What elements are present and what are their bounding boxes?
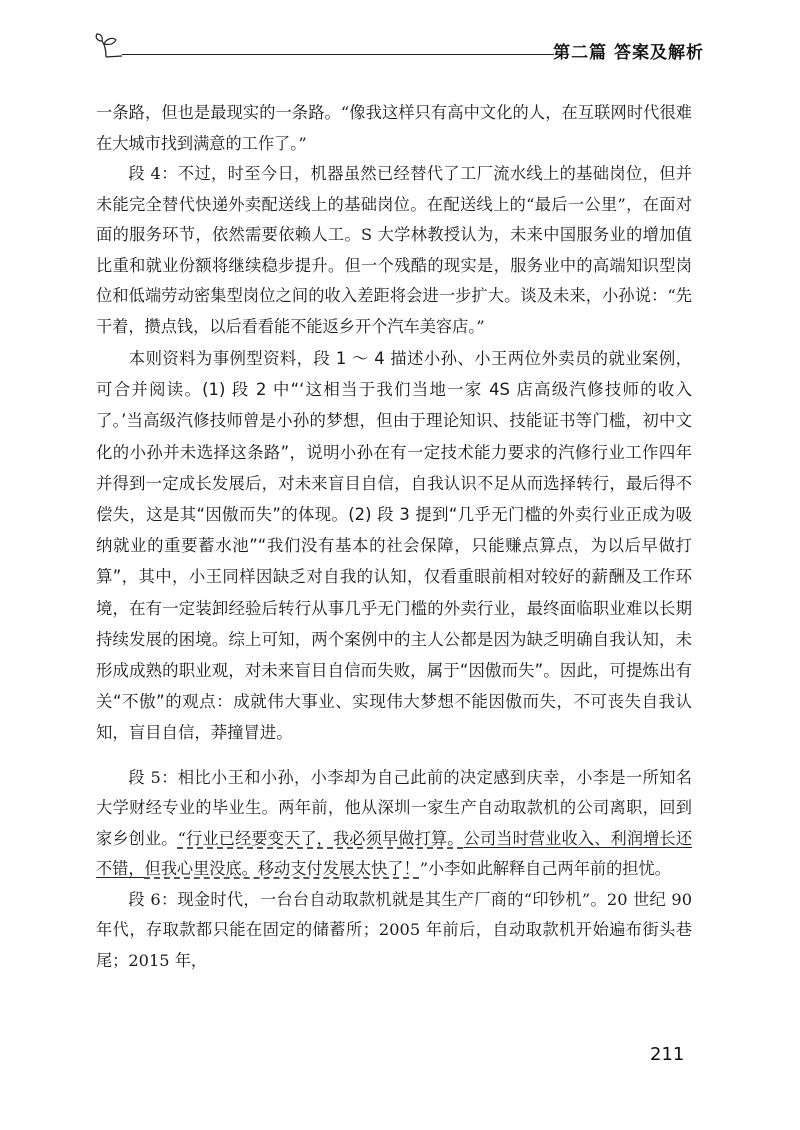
page-header — [92, 28, 704, 64]
paragraph-5-quote-underlined-1: “行业已经要变天了，我必须早做打算。 — [177, 828, 464, 848]
paragraph-5-tail: ”小李如此解释自己两年前的担忧。 — [419, 859, 671, 879]
paragraph-5-intro: 段 5：相比小王和小孙，小李却为自己此前的决定感到庆幸，小李是一所知名大学财经专业的毕业生。两年前，他从深圳一家生产自动取款机的公司离职，回到家乡创业。 — [96, 767, 692, 848]
paragraph-5 — [96, 763, 692, 885]
sprout-icon — [92, 30, 122, 60]
section-title: 第二篇 答案及解析 — [553, 43, 704, 63]
paragraph-spacer — [96, 749, 692, 763]
paragraph-4: 段 4：不过，时至今日，机器虽然已经替代了工厂流水线上的基础岗位，但并未能完全替代快递外卖配送线上的基础岗位。在配送线上的“最后一公里”，在面对面的服务环节，依然需要依赖人工。S 大学林教授认为，未来中国服务业的增加值比重和就业份额将继续稳步提升。但一个残酷的现实是，服务业中的高端知识型岗位和低端劳动密集型岗位之间的收入差距将会进一步扩大。谈及未来，小孙说：“先干着，攒点钱，以后看看能不能返乡开个汽车美容店。” — [96, 164, 692, 336]
analysis-paragraph: 本则资料为事例型资料，段 1 ～ 4 描述小孙、小王两位外卖员的就业案例，可合并阅读。(1) 段 2 中“‘这相当于我们当地一家 4S 店高级汽修技师的收入了。’当高级汽修技师曾是小孙的梦想，但由于理论知识、技能证书等门槛，初中文化的小孙并未选择这条路”，说明小孙在有一定技术能力要求的汽修行业工作四年并得到一定成长发展后，对未来盲目自信，自我认识不足从而选择转行，最后得不偿失，这是其“因傲而失”的体现。(2) 段 3 提到“几乎无门槛的外卖行业正成为吸纳就业的重要蓄水池”“我们没有基本的社会保障，只能赚点算点，为以后早做打算”，其中，小王同样因缺乏对自我的认知，仅看重眼前相对较好的薪酬及工作环境，在有一定装卸经验后转行从事几乎无门槛的外卖行业，最终面临职业难以长期持续发展的困境。综上可知，两个案例中的主人公都是因为缺乏明确自我认知，未形成成熟的职业观，对未来盲目自信而失败，属于“因傲而失”。因此，可提炼出有关“不傲”的观点：成就伟大事业、实现伟大梦想不能因傲而失，不可丧失自我认知，盲目自信，莽撞冒进。 — [96, 349, 692, 743]
paragraph-6: 段 6：现金时代，一台台自动取款机就是其生产厂商的“印钞机”。20 世纪 90 年代，存取款都只能在固定的储蓄所；2005 年前后，自动取款机开始遍布街头巷尾；2015 年， — [96, 889, 692, 970]
paragraph-5-quote-underlined-3: 但我心里没底。移动支付发展太快了！ — [144, 859, 420, 879]
header-rule — [122, 54, 554, 55]
page-number: 211 — [650, 1044, 685, 1065]
paragraph-5-quote-underlined-2: 公司当时营业收入、利润增长还不错， — [96, 828, 693, 879]
page-body — [96, 98, 692, 976]
paragraph-continued: 一条路，但也是最现实的一条路。“像我这样只有高中文化的人，在互联网时代很难在大城市找到满意的工作了。” — [96, 103, 692, 153]
